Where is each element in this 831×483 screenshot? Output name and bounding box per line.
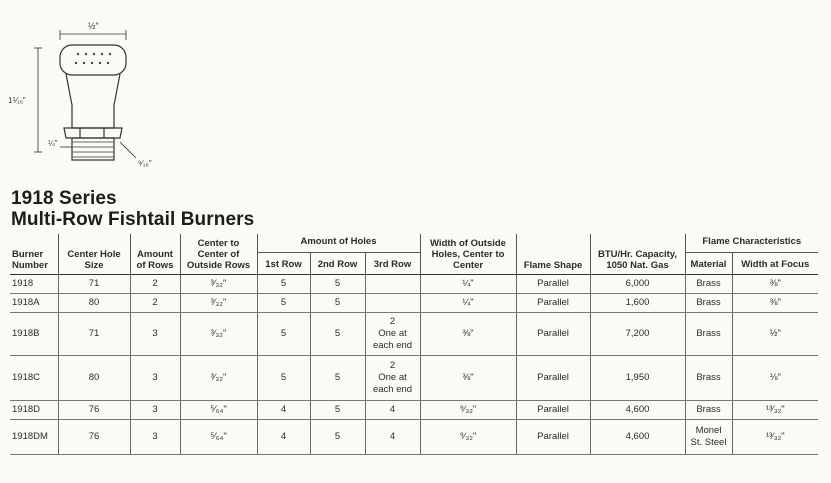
cell-r1: 5 bbox=[257, 294, 310, 313]
cell-r3: 2 One at each end bbox=[365, 313, 420, 356]
cell-c2c: ⁵⁄₆₄" bbox=[180, 420, 257, 455]
cell-material: Brass bbox=[685, 313, 732, 356]
cell-focus: ¹³⁄₃₂" bbox=[732, 401, 818, 420]
page-title bbox=[11, 188, 254, 230]
series-title: 1918 Series bbox=[11, 188, 117, 209]
cell-r3 bbox=[365, 294, 420, 313]
table-row bbox=[10, 313, 818, 356]
cell-r3: 4 bbox=[365, 401, 420, 420]
cell-hole: 71 bbox=[58, 313, 130, 356]
header-material: Material bbox=[685, 253, 732, 275]
cell-hole: 71 bbox=[58, 275, 130, 294]
cell-btu: 4,600 bbox=[590, 420, 685, 455]
header-row1: 1st Row bbox=[257, 253, 310, 275]
product-title: Multi-Row Fishtail Burners bbox=[11, 209, 255, 230]
cell-hole: 76 bbox=[58, 401, 130, 420]
cell-width: ¼" bbox=[420, 294, 516, 313]
header-amount-of-rows: Amount of Rows bbox=[130, 234, 180, 275]
cell-hole: 80 bbox=[58, 356, 130, 401]
cell-material: Brass bbox=[685, 275, 732, 294]
header-burner-number: Burner Number bbox=[10, 234, 58, 275]
table-row bbox=[10, 294, 818, 313]
cell-burner: 1918A bbox=[10, 294, 58, 313]
cell-width: ⅜" bbox=[420, 313, 516, 356]
cell-rows: 2 bbox=[130, 275, 180, 294]
cell-c2c: ³⁄₃₂" bbox=[180, 356, 257, 401]
cell-rows: 3 bbox=[130, 356, 180, 401]
cell-btu: 4,600 bbox=[590, 401, 685, 420]
cell-shape: Parallel bbox=[516, 356, 590, 401]
cell-r2: 5 bbox=[310, 401, 365, 420]
cell-c2c: ³⁄₃₂" bbox=[180, 294, 257, 313]
cell-c2c: ³⁄₃₂" bbox=[180, 275, 257, 294]
header-flame-shape: Flame Shape bbox=[516, 234, 590, 275]
table-row bbox=[10, 275, 818, 294]
cell-rows: 2 bbox=[130, 294, 180, 313]
cell-r2: 5 bbox=[310, 294, 365, 313]
cell-focus: ⅜" bbox=[732, 275, 818, 294]
cell-shape: Parallel bbox=[516, 275, 590, 294]
cell-btu: 1,950 bbox=[590, 356, 685, 401]
dimension-top-label: ½" bbox=[88, 21, 99, 31]
burner-diagram bbox=[0, 0, 200, 175]
header-flame-characteristics: Flame Characteristics bbox=[685, 234, 818, 253]
header-amount-of-holes: Amount of Holes bbox=[257, 234, 420, 253]
header-center-to-outside: Center to Center of Outside Rows bbox=[180, 234, 257, 275]
cell-focus: ¹³⁄₃₂" bbox=[732, 420, 818, 455]
cell-shape: Parallel bbox=[516, 420, 590, 455]
cell-focus: ⅛" bbox=[732, 356, 818, 401]
cell-material: Brass bbox=[685, 401, 732, 420]
cell-r2: 5 bbox=[310, 275, 365, 294]
cell-r1: 5 bbox=[257, 275, 310, 294]
cell-c2c: ³⁄₃₂" bbox=[180, 313, 257, 356]
header-row3: 3rd Row bbox=[365, 253, 420, 275]
burner-spec-table bbox=[10, 234, 818, 455]
dimension-side-label: 1⅟₁₆" bbox=[8, 96, 26, 105]
cell-burner: 1918DM bbox=[10, 420, 58, 455]
cell-width: ⁹⁄₃₂" bbox=[420, 420, 516, 455]
header-width-outside-holes: Width of Outside Holes, Center to Center bbox=[420, 234, 516, 275]
cell-btu: 7,200 bbox=[590, 313, 685, 356]
cell-r3 bbox=[365, 275, 420, 294]
table-row bbox=[10, 356, 818, 401]
cell-material: Brass bbox=[685, 356, 732, 401]
table-row bbox=[10, 401, 818, 420]
cell-burner: 1918C bbox=[10, 356, 58, 401]
cell-r3: 4 bbox=[365, 420, 420, 455]
cell-rows: 3 bbox=[130, 401, 180, 420]
cell-r2: 5 bbox=[310, 313, 365, 356]
cell-r1: 4 bbox=[257, 401, 310, 420]
cell-rows: 3 bbox=[130, 313, 180, 356]
cell-shape: Parallel bbox=[516, 294, 590, 313]
cell-burner: 1918D bbox=[10, 401, 58, 420]
cell-width: ⁹⁄₃₂" bbox=[420, 401, 516, 420]
cell-width: ⅜" bbox=[420, 356, 516, 401]
header-btu: BTU/Hr. Capacity, 1050 Nat. Gas bbox=[590, 234, 685, 275]
cell-hole: 76 bbox=[58, 420, 130, 455]
table-row bbox=[10, 420, 818, 455]
cell-r2: 5 bbox=[310, 420, 365, 455]
cell-btu: 1,600 bbox=[590, 294, 685, 313]
cell-btu: 6,000 bbox=[590, 275, 685, 294]
header-row2: 2nd Row bbox=[310, 253, 365, 275]
cell-shape: Parallel bbox=[516, 401, 590, 420]
cell-burner: 1918 bbox=[10, 275, 58, 294]
cell-rows: 3 bbox=[130, 420, 180, 455]
dimension-hex-label: ⁹⁄₁₆" bbox=[138, 159, 152, 168]
cell-shape: Parallel bbox=[516, 313, 590, 356]
header-center-hole-size: Center Hole Size bbox=[58, 234, 130, 275]
cell-width: ¼" bbox=[420, 275, 516, 294]
header-width-at-focus: Width at Focus bbox=[732, 253, 818, 275]
cell-material: Brass bbox=[685, 294, 732, 313]
cell-r2: 5 bbox=[310, 356, 365, 401]
dimension-thread-label: ¼" bbox=[48, 139, 58, 148]
cell-r3: 2 One at each end bbox=[365, 356, 420, 401]
cell-hole: 80 bbox=[58, 294, 130, 313]
cell-focus: ⅜" bbox=[732, 294, 818, 313]
cell-r1: 4 bbox=[257, 420, 310, 455]
cell-r1: 5 bbox=[257, 356, 310, 401]
cell-c2c: ⁵⁄₆₄" bbox=[180, 401, 257, 420]
cell-burner: 1918B bbox=[10, 313, 58, 356]
cell-r1: 5 bbox=[257, 313, 310, 356]
cell-material: Monel St. Steel bbox=[685, 420, 732, 455]
cell-focus: ½" bbox=[732, 313, 818, 356]
